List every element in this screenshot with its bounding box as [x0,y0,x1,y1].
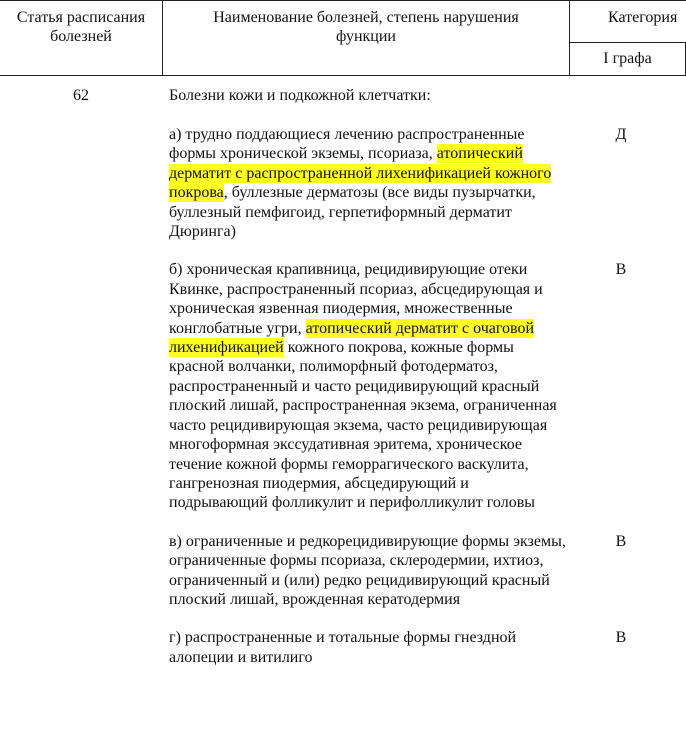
category-sub-rule [569,42,686,43]
item-text [169,532,569,610]
header-graph-1: I графа [603,50,652,67]
item-category: В [615,532,627,550]
header-category-column: Категория [608,9,678,26]
list-item [169,260,627,512]
item-text-part: кожного покрова, кожные формы красной волчанки, полиморфный фотодерматоз, распространенный и часто рецидивирующий красный плоский лишай, распространенная экзема, ограниченная часто рецидивирующая экзема, часто рецидивирующая многоформная экссудативная эритема, хроническое течение кожной формы геморрагического васкулита, гангренозная пиодермия, абсцедирующий и подрывающий фолликулит и перифолликулит головы [169,339,557,512]
disease-content [169,86,627,686]
table-header [0,0,686,76]
list-item [169,125,627,241]
item-category: В [615,629,627,647]
item-text-part: , буллезные дерматозы (все виды пузырчатки, буллезный пемфигоид, герпетиформный дерматит Дюринга) [169,184,536,241]
list-item [169,532,627,610]
item-list [169,125,627,667]
highlighted-text: атопический дерматит с очаговой лихенификацией [169,319,535,357]
item-category: Д [615,126,627,143]
item-text-part: в) ограниченные и редкорецидивирующие формы экземы, ограниченные формы псориаза, склеродермии, ихтиоз, ограниченный и (или) редко рецидивирующий красный плоский лишай, врожденная кератодермия [169,532,566,608]
item-text-part: г) распространенные и тотальные формы гнездной алопеции и витилиго [169,629,517,666]
header-article-column: Статья расписания болезней [16,9,146,45]
header-name-column: Наименование болезней, степень нарушения функции [213,9,519,45]
item-text-part: а) трудно поддающиеся лечению распространенные формы хронической экземы, псориаза, [169,126,525,163]
item-text [169,125,569,241]
header-top-rule [0,0,686,1]
highlighted-text: атопический дерматит с распространенной лихенификацией кожного покрова [169,145,552,202]
item-text-part: б) хроническая крапивница, рецидивирующие отеки Квинке, распространенный псориаз, абсцедирующая и хроническая язвенная пиодермия, множественные конглобатные угри, [169,261,543,337]
header-bottom-rule [0,75,686,76]
section-title: Болезни кожи и подкожной клетчатки: [169,87,431,104]
item-category: В [615,261,627,279]
article-number: 62 [73,87,89,104]
list-item [169,628,627,667]
item-text [169,260,569,512]
item-text [169,628,569,667]
